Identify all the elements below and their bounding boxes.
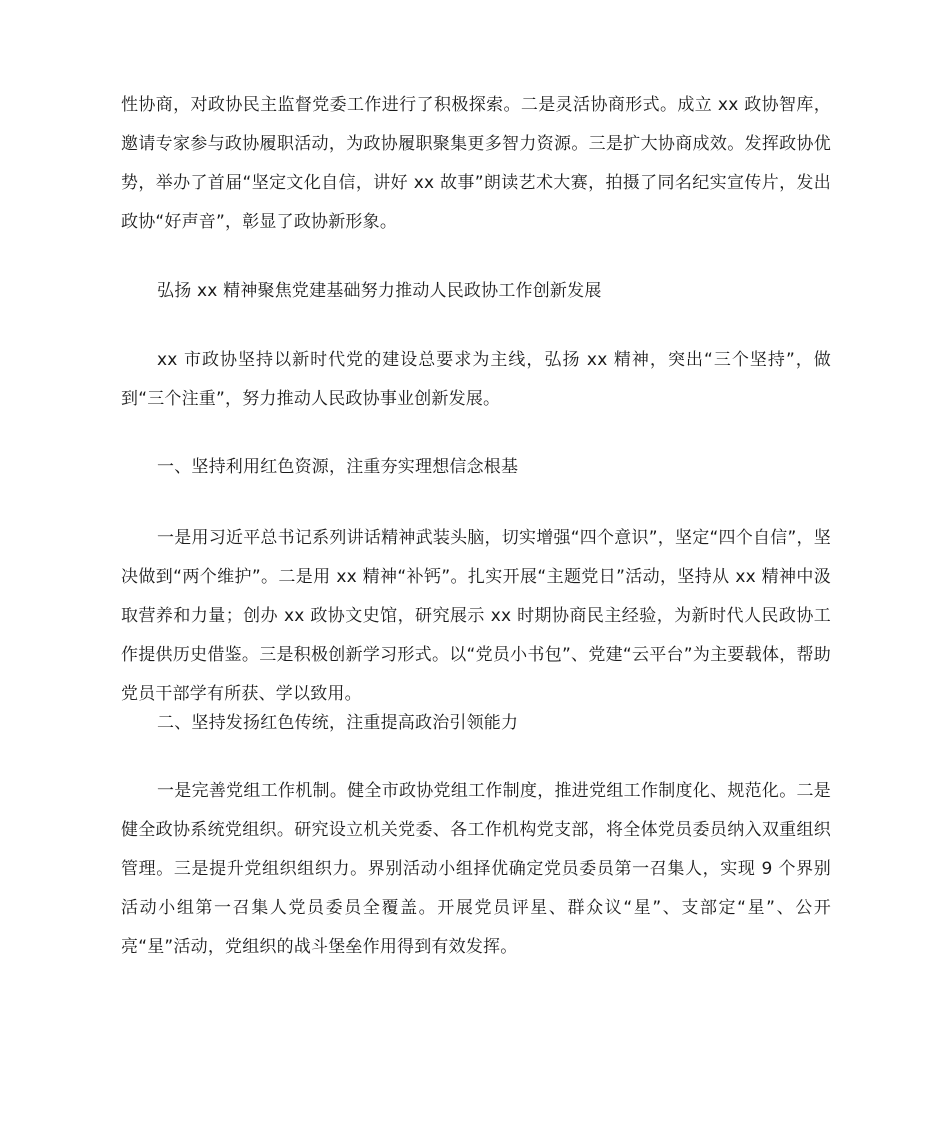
paragraph-continuation: 性协商，对政协民主监督党委工作进行了积极探索。二是灵活协商形式。成立 xx 政协智库，邀请专家参与政协履职活动，为政协履职聚集更多智力资源。三是扩大协商成效。发挥政协优势，举办了首届“坚定文化自信，讲好 xx 故事”朗读艺术大赛，拍摄了同名纪实宣传片，发出政协“好声音”，彰显了政协新形象。: [121, 95, 831, 232]
paragraph-intro: xx 市政协坚持以新时代党的建设总要求为主线，弘扬 xx 精神，突出“三个坚持”，做到“三个注重”，努力推动人民政协事业创新发展。: [121, 350, 831, 409]
section-heading-2: 二、坚持发扬红色传统，注重提高政治引领能力: [157, 713, 519, 733]
section-heading-1: 一、坚持利用红色资源，注重夯实理想信念根基: [157, 457, 519, 477]
paragraph-section-1: 一是用习近平总书记系列讲话精神武装头脑，切实增强“四个意识”，坚定“四个自信”，坚决做到“两个维护”。二是用 xx 精神“补钙”。扎实开展“主题党日”活动，坚持从 xx 精神中汲取营养和力量；创办 xx 政协文史馆，研究展示 xx 时期协商民主经验，为新时代人民政协工作提供历史借鉴。三是积极创新学习形式。以“党员小书包”、党建“云平台”为主要载体，帮助党员干部学有所获、学以致用。: [121, 528, 831, 704]
article-title: 弘扬 xx 精神聚焦党建基础努力推动人民政协工作创新发展: [157, 281, 602, 301]
paragraph-section-2: 一是完善党组工作机制。健全市政协党组工作制度，推进党组工作制度化、规范化。二是健全政协系统党组织。研究设立机关党委、各工作机构党支部，将全体党员委员纳入双重组织管理。三是提升党组织组织力。界别活动小组择优确定党员委员第一召集人，实现 9 个界别活动小组第一召集人党员委员全覆盖。开展党员评星、群众议“星”、支部定“星”、公开亮“星”活动，党组织的战斗堡垒作用得到有效发挥。: [121, 781, 831, 957]
